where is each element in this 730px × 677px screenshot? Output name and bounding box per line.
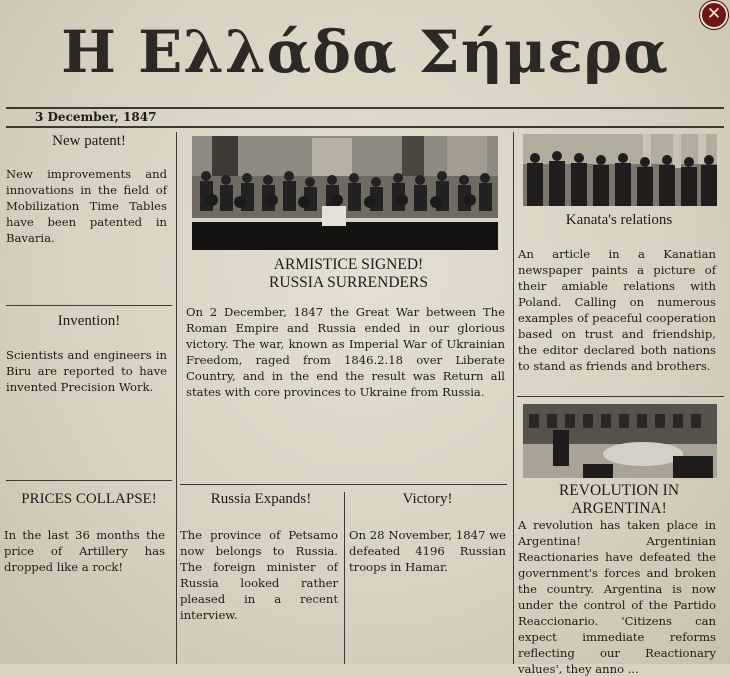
article-victory: On 28 November, 1847 we defeated 4196 Russian troops in Hamar. (349, 528, 506, 574)
center-divider (180, 484, 507, 485)
right-divider (517, 396, 724, 397)
column-rule-center-bottom (344, 492, 345, 664)
headline-armistice-line2: RUSSIA SURRENDERS (269, 274, 428, 291)
close-button[interactable] (700, 1, 728, 29)
article-prices-collapse: In the last 36 months the price of Artillery has dropped like a rock! (4, 528, 165, 574)
headline-kanata-relations: Kanata's relations (565, 212, 673, 228)
headline-victory: Victory! (402, 491, 453, 507)
headline-invention: Invention! (57, 313, 121, 329)
kanata-photo-image (523, 134, 717, 206)
headline-russia-expands: Russia Expands! (210, 491, 312, 507)
left-divider-2 (6, 480, 172, 481)
headline-prices-collapse: PRICES COLLAPSE! (21, 491, 157, 507)
masthead-rule-top (6, 107, 724, 109)
headline-armistice-line1: ARMISTICE SIGNED! (273, 256, 424, 273)
masthead-rule-bottom (6, 126, 724, 128)
argentina-photo (523, 404, 717, 478)
argentina-photo-image (523, 404, 717, 478)
article-revolution: A revolution has taken place in Argentina! Argentinian Reactionaries have defeated the government's forces and broken the country. Argentina is now under the control of the Partido Reaccionario. 'Citizens can expect immediate reforms reflecting our Reactionary values', they anno ... (518, 518, 716, 676)
article-new-patent: New improvements and innovations in the field of Mobilization Time Tables have been patented in Bavaria. (6, 167, 167, 245)
close-icon: ✕ (706, 4, 722, 24)
headline-revolution-line1: REVOLUTION IN (558, 482, 680, 499)
armistice-photo (192, 136, 498, 250)
headline-revolution-line2: ARGENTINA! (571, 500, 667, 517)
article-armistice: On 2 December, 1847 the Great War between The Roman Empire and Russia ended in our glorious victory. The war, known as Imperial War of Ukrainian Freedom, raged from 1846.2.18 over Liberate Country, and in the end the result was Return all states with core provinces to Ukraine from Russia. (186, 305, 505, 399)
headline-new-patent: New patent! (52, 133, 126, 149)
article-invention: Scientists and engineers in Biru are reported to have invented Precision Work. (6, 348, 167, 394)
left-divider-1 (6, 305, 172, 306)
armistice-photo-image (192, 136, 498, 250)
newspaper-masthead: Η Ελλάδα Σήμερα (61, 18, 669, 86)
dateline: 3 December, 1847 (35, 110, 157, 124)
column-rule-left (176, 132, 177, 664)
kanata-photo (523, 134, 717, 206)
article-russia-expands: The province of Petsamo now belongs to Russia. The foreign minister of Russia looked rather pleased in a recent interview. (180, 528, 338, 622)
article-kanata-relations: An article in a Kanatian newspaper paints a picture of their amiable relations with Poland. Calling on numerous examples of peaceful cooperation based on trust and friendship, the editor declared both nations to stand as friends and brothers. (518, 247, 716, 373)
